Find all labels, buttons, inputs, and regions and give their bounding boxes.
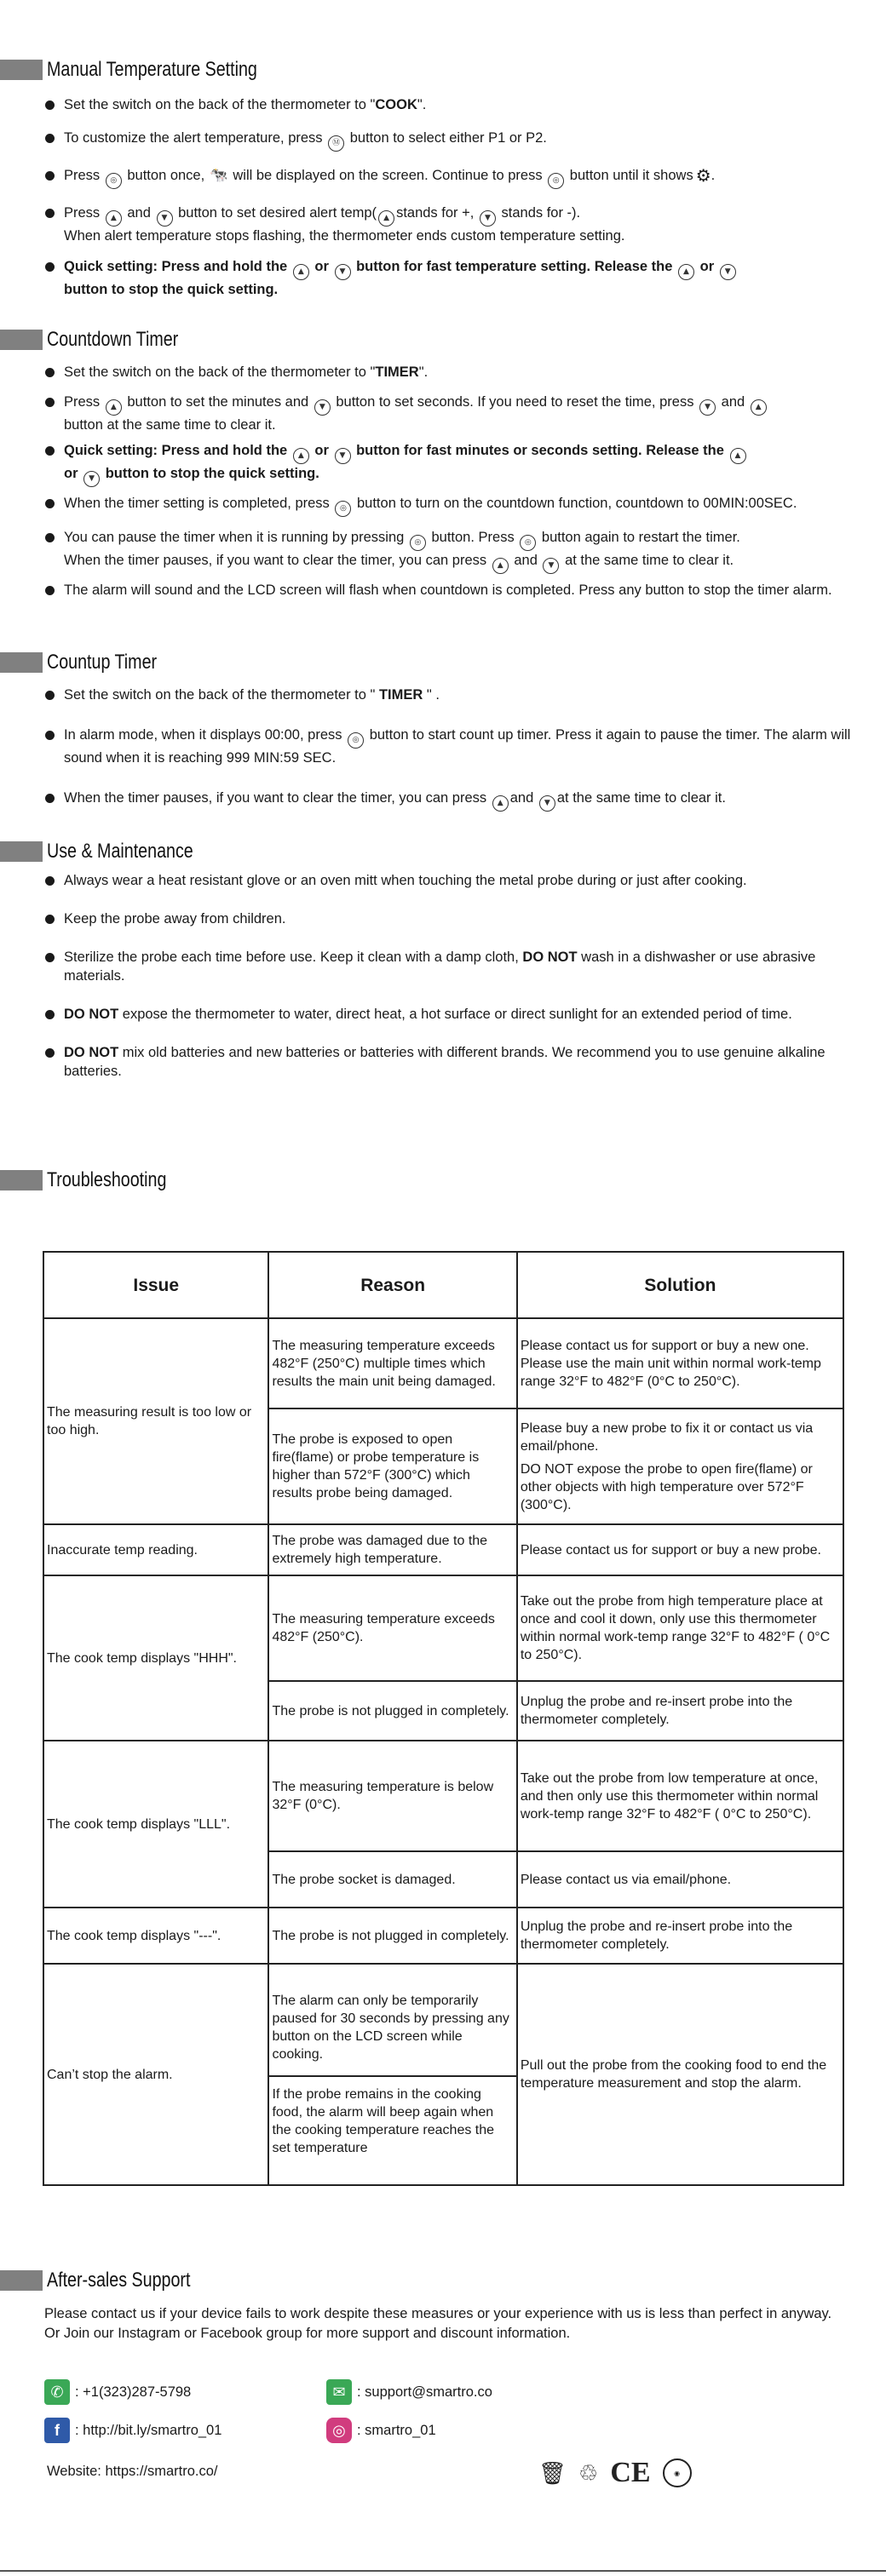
list-item: Press ◎ button once, 🐄 will be displayed on the screen. Continue to press ◎ button until it shows ⚙. (0, 166, 886, 189)
email-icon: ✉ (326, 2379, 352, 2405)
weee-bin-icon: 🗑 (538, 2459, 567, 2486)
header-solution: Solution (517, 1252, 843, 1318)
up-button-icon: ▲ (678, 264, 694, 280)
contact-facebook[interactable] (44, 2418, 222, 2443)
section-marker (0, 2270, 43, 2291)
list-item: Press ▲ button to set the minutes and ▼ button to set seconds. If you need to reset the time, press ▼ and ▲ button at the same time to clear it. (0, 393, 886, 434)
support-paragraph: Please contact us if your device fails to work despite these measures or your experience with us is less than perfect in anyway. Or Join our Instagram or Facebook group for more support and discount information. (44, 2306, 832, 2341)
instagram-icon: ◎ (326, 2418, 352, 2443)
list-item: Press ▲ and ▼ button to set desired alert temp( ▲ stands for +, ▼ stands for -). When alert temperature stops flashing, the thermometer ends custom temperature setting. (0, 204, 886, 245)
solution-cell (517, 1408, 843, 1524)
list-item: Quick setting: Press and hold the ▲ or ▼ button for fast minutes or seconds setting. Release the ▲ or ▼ button to stop the quick setting. (0, 441, 886, 487)
up-button-icon: ▲ (378, 210, 394, 227)
down-button-icon: ▼ (699, 399, 716, 416)
reason-cell (268, 1964, 516, 2185)
section-marker (0, 1170, 43, 1190)
section-troubleshooting (0, 1168, 886, 1193)
list-item: Keep the probe away from children. (0, 909, 886, 928)
down-button-icon: ▼ (157, 210, 173, 227)
table-header-row (43, 1252, 843, 1318)
set-button-icon: ◎ (348, 732, 364, 749)
section-manual-temp (0, 57, 886, 299)
mode-button-icon: Ⓜ (328, 135, 344, 152)
contact-email[interactable] (326, 2379, 492, 2405)
section-marker (0, 330, 43, 350)
down-button-icon: ▼ (314, 399, 331, 416)
down-button-icon: ▼ (720, 264, 736, 280)
list-item: Sterilize the probe each time before use. Keep it clean with a damp cloth, DO NOT wash in a dishwasher or use abrasive materials. (0, 948, 886, 985)
facebook-icon: f (44, 2418, 70, 2443)
table-row (43, 1741, 843, 1851)
table-row (43, 1318, 843, 1408)
section-countdown (0, 327, 886, 600)
down-button-icon: ▼ (480, 210, 496, 227)
table-row (43, 1575, 843, 1681)
section-countup (0, 650, 886, 812)
up-button-icon: ▲ (492, 558, 509, 574)
up-button-icon: ▲ (730, 448, 746, 464)
down-button-icon: ▼ (335, 448, 351, 464)
list-item: The alarm will sound and the LCD screen will flash when countdown is completed. Press any button to stop the timer alarm. (0, 581, 886, 600)
up-button-icon: ▲ (492, 795, 509, 812)
reason-cell: The measuring temperature exceeds 482°F (250°C) multiple times which results the main unit being damaged. (268, 1318, 516, 1408)
issue-cell: The measuring result is too low or too high. (43, 1318, 268, 1524)
contact-instagram[interactable] (326, 2418, 436, 2443)
table-row (43, 1524, 843, 1575)
certification-marks (538, 2457, 692, 2489)
phone-text: : +1(323)287-5798 (75, 2384, 192, 2400)
section-title: Manual Temperature Setting (47, 58, 257, 81)
table-row (43, 1908, 843, 1964)
up-button-icon: ▲ (293, 448, 309, 464)
issue-cell: Can’t stop the alarm. (43, 1964, 268, 2185)
section-maintenance (0, 839, 886, 1081)
issue-cell: Inaccurate temp reading. (43, 1524, 268, 1575)
header-reason: Reason (268, 1252, 516, 1318)
gear-icon: ⚙ (695, 167, 711, 186)
up-button-icon: ▲ (106, 210, 122, 227)
down-button-icon: ▼ (83, 471, 100, 487)
issue-cell: The cook temp displays "---". (43, 1908, 268, 1964)
solution-cell: Take out the probe from high temperature place at once and cool it down, only use this thermometer within normal work-temp range 32°F to 482°F ( 0°C to 250°C). (517, 1575, 843, 1681)
section-title: Countdown Timer (47, 328, 179, 351)
reason-cell: The probe is not plugged in completely. (268, 1908, 516, 1964)
section-marker (0, 652, 43, 673)
email-text: : support@smartro.co (357, 2384, 492, 2400)
solution-text: Please buy a new probe to fix it or contact us via email/phone. (520, 1420, 814, 1454)
set-button-icon: ◎ (106, 173, 122, 189)
divider (269, 2075, 515, 2077)
cow-icon: 🐄 (210, 167, 228, 183)
set-button-icon: ◎ (335, 501, 351, 517)
list-item: In alarm mode, when it displays 00:00, press ◎ button to start count up timer. Press it again to pause the timer. The alarm will sound when it is reaching 999 MIN:59 SEC. (0, 726, 886, 767)
page-divider (0, 2570, 886, 2572)
ce-mark-icon: CE (610, 2457, 651, 2488)
website-link[interactable]: Website: https://smartro.co/ (47, 2464, 218, 2479)
solution-text: DO NOT expose the probe to open fire(flame) or other objects with high temperature over 572°F (300°C). (520, 1461, 813, 1512)
section-title: After-sales Support (47, 2269, 191, 2292)
list-item: You can pause the timer when it is running by pressing ◎ button. Press ◎ button again to restart the timer. When the timer pauses, if you want to clear the timer, you can press ▲ and ▼ at the same time to clear it. (0, 528, 886, 574)
solution-cell: Pull out the probe from the cooking food to end the temperature measurement and stop the alarm. (517, 1964, 843, 2185)
down-button-icon: ▼ (335, 264, 351, 280)
set-button-icon: ◎ (520, 535, 536, 551)
certification-seal-icon: ◉ (663, 2458, 692, 2487)
up-button-icon: ▲ (751, 399, 767, 416)
list-item: DO NOT mix old batteries and new batteries or batteries with different brands. We recommend you to use genuine alkaline batteries. (0, 1043, 886, 1081)
down-button-icon: ▼ (543, 558, 559, 574)
set-button-icon: ◎ (410, 535, 426, 551)
list-item: Set the switch on the back of the thermometer to "TIMER". (0, 363, 886, 382)
reason-cell: The probe is exposed to open fire(flame) or probe temperature is higher than 572°F (300°C) which results probe being damaged. (268, 1408, 516, 1524)
contact-phone[interactable] (44, 2379, 191, 2405)
up-button-icon: ▲ (293, 264, 309, 280)
solution-cell: Please contact us for support or buy a new probe. (517, 1524, 843, 1575)
solution-cell: Unplug the probe and re-insert probe into the thermometer completely. (517, 1681, 843, 1741)
list-item: Set the switch on the back of the thermometer to " TIMER " . (0, 686, 886, 704)
reason-text: If the probe remains in the cooking food, the alarm will beep again when the cooking temperature reaches the set temperature (272, 2087, 495, 2155)
list-item: Quick setting: Press and hold the ▲ or ▼ button for fast temperature setting. Release the ▲ or ▼ button to stop the quick setting. (0, 257, 886, 299)
header-issue: Issue (43, 1252, 268, 1318)
reason-cell: The measuring temperature exceeds 482°F (250°C). (268, 1575, 516, 1681)
recycle-icon: ♲ (578, 2459, 599, 2486)
issue-cell: The cook temp displays "LLL". (43, 1741, 268, 1908)
section-title: Troubleshooting (47, 1168, 167, 1191)
list-item: Always wear a heat resistant glove or an oven mitt when touching the metal probe during or just after cooking. (0, 871, 886, 890)
section-support (0, 2268, 886, 2293)
reason-cell: The probe was damaged due to the extremely high temperature. (268, 1524, 516, 1575)
list-item: Set the switch on the back of the thermometer to "COOK". (0, 95, 886, 114)
instagram-text: : smartro_01 (357, 2422, 436, 2438)
list-item: DO NOT expose the thermometer to water, direct heat, a hot surface or direct sunlight for an extended period of time. (0, 1005, 886, 1024)
facebook-text: : http://bit.ly/smartro_01 (75, 2422, 222, 2438)
solution-cell: Unplug the probe and re-insert probe into the thermometer completely. (517, 1908, 843, 1964)
set-button-icon: ◎ (548, 173, 564, 189)
up-button-icon: ▲ (106, 399, 122, 416)
section-marker (0, 60, 43, 80)
reason-text: The alarm can only be temporarily paused for 30 seconds by pressing any button on the LCD screen while cooking. (272, 1994, 509, 2062)
section-title: Countup Timer (47, 651, 158, 674)
troubleshooting-table (43, 1251, 844, 2186)
reason-cell: The measuring temperature is below 32°F (0°C). (268, 1741, 516, 1851)
section-title: Use & Maintenance (47, 840, 193, 863)
section-marker (0, 841, 43, 862)
solution-cell: Take out the probe from low temperature at once, and then only use this thermometer within normal work-temp range 32°F to 482°F ( 0°C to 250°C). (517, 1741, 843, 1851)
list-item: When the timer setting is completed, press ◎ button to turn on the countdown function, countdown to 00MIN:00SEC. (0, 494, 886, 517)
list-item: When the timer pauses, if you want to clear the timer, you can press ▲ and ▼ at the same time to clear it. (0, 789, 886, 812)
list-item: To customize the alert temperature, press Ⓜ button to select either P1 or P2. (0, 129, 886, 152)
phone-icon: ✆ (44, 2379, 70, 2405)
solution-cell: Please contact us via email/phone. (517, 1851, 843, 1908)
down-button-icon: ▼ (539, 795, 555, 812)
reason-cell: The probe socket is damaged. (268, 1851, 516, 1908)
issue-cell: The cook temp displays "HHH". (43, 1575, 268, 1741)
table-row (43, 1964, 843, 2185)
reason-cell: The probe is not plugged in completely. (268, 1681, 516, 1741)
solution-cell: Please contact us for support or buy a new one. Please use the main unit within normal work-temp range 32°F to 482°F (0°C to 250°C). (517, 1318, 843, 1408)
